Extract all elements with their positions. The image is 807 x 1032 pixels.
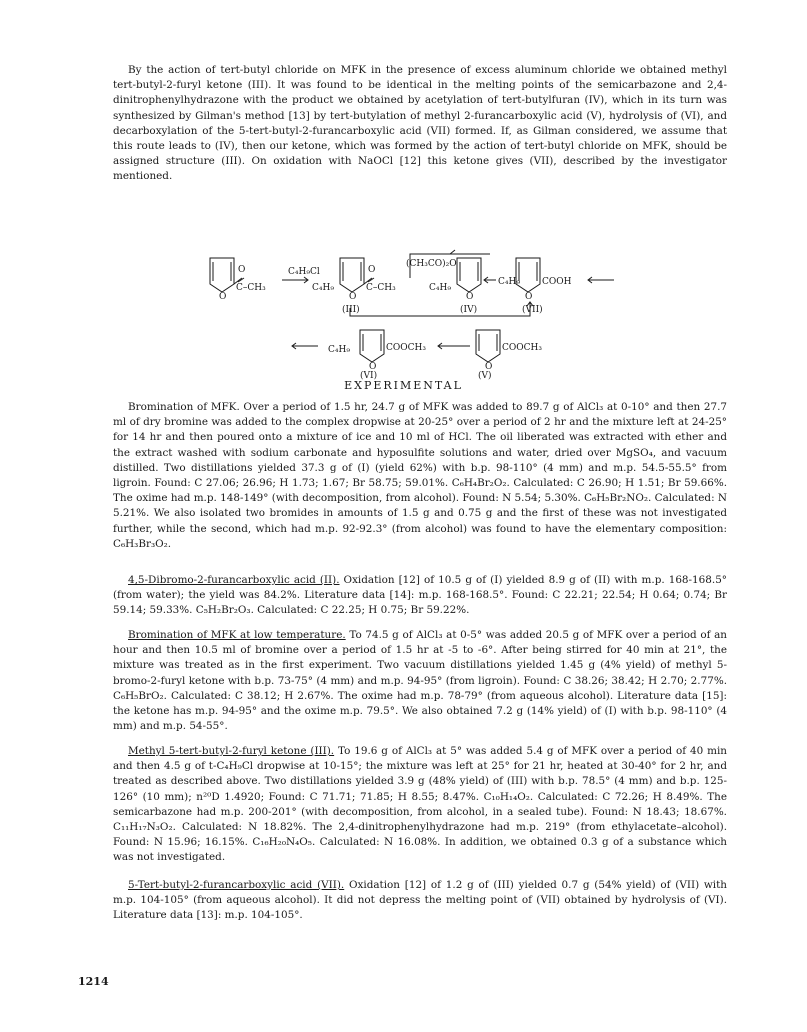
text-tbu-ketone: To 19.6 g of AlCl₃ at 5° was added 5.4 g of MFK over a period of 40 min and then 4.5 g of t-C₄H₉Cl dropwise at 10-15°; the mixture was left at 25° for 21 hr, heated at 30-40° for 2 hr, and treated as described above. Two distillations yielded 3.9 g (48% yield) of (III) with b.p. 78.5° (4 mm) and b.p. 125-126° (10 mm); n²⁰D 1.4920; Found: C 71.71; 71.85; H 8.55; 8.47%. C₁₀H₁₄O₂. Calculated: C 72.26; H 8.49%. The semicarbazone had m.p. 200-201° (with decomposition, from alcohol, in a sealed tube). Found: N 18.43; 18.67%. C₁₁H₁₇N₃O₂. Calculated: N 18.82%. The 2,4-dinitrophenylhydrazone had m.p. 219° (from ethylacetate–alcohol). Found: N 15.96; 16.15%. C₁₆H₂₀N₄O₅. Calculated: N 16.08%. In addition, we obtained 0.3 g of a substance which was not investigated. [113,745,727,864]
text-dibromo-acid: Oxidation [12] of 10.5 g of (I) yielded 8.9 g of (II) with m.p. 168-168.5° (from water); the yield was 84.2%. Literature data [14]: m.p. 168-168.5°. Found: C 22.21; 22.54; H 0.64; 0.74; Br 59.14; 59.33%. C₅H₂Br₂O₃. Calculated: C 22.25; H 0.75; Br 59.22%. [113,574,727,617]
text-tbu-acid: Oxidation [12] of 1.2 g of (III) yielded 0.7 g (54% yield) of (VII) with m.p. 104-105° (from aqueous alcohol). It did not depress the melting point of (VII) obtained by hydrolysis of (VI). Literature data [13]: m.p. 104-105°. [113,879,727,922]
title-low-temperature: Bromination of MFK at low temperature. [128,629,346,641]
page-number: 1214 [78,975,109,988]
ester-group-v: COOCH₃ [502,343,542,353]
tbu-group-vi: C₄H₉ [328,345,350,355]
intro-paragraph: By the action of tert-butyl chloride on MFK in the presence of excess aluminum chloride we obtained methyl tert-butyl-2-furyl ketone (III). It was found to be identical in the melting points of the semicarbazone and 2,4-dinitrophenylhydrazone with the product we obtained by acetylation of tert-butylfuran (IV), which in its turn was synthesized by Gilman's method [13] by tert-butylation of methyl 2-furancarboxylic acid (V), hydrolysis of (VI), and decarboxylation of the 5-tert-butyl-2-furancarboxylic acid (VII) formed. If, as Gilman considered, we assume that this route leads to (IV), then our ketone, which was formed by the action of tert-butyl chloride on MFK, should be assigned structure (III). On oxidation with NaOCl [12] this ketone gives (VII), described by the investigator mentioned. [113,64,727,183]
title-dibromo-acid: 4,5-Dibromo-2-furancarboxylic acid (II). [128,574,340,586]
ring-oxygen-6: O [485,362,493,372]
ester-group-vi: COOCH₃ [386,343,426,353]
label-vii: (VII) [522,305,543,315]
connector-line [350,302,530,316]
acetyl-group-2: C–CH₃ [366,283,396,293]
label-vi: (VI) [360,371,378,381]
label-iv: (IV) [460,305,478,315]
acetyl-group-1: C–CH₃ [236,283,266,293]
furan-ring-iv [457,258,481,292]
paragraph-dibromo-acid [113,573,727,619]
label-v: (V) [478,371,492,381]
carbonyl-oxygen-1: O [238,265,246,275]
reagent-tbucl: C₄H₉Cl [288,267,320,277]
ring-oxygen-4: O [525,292,533,302]
tbu-group-iii: C₄H₉ [312,283,334,293]
reagent-acetic-anhydride: (CH₃CO)₂O [406,259,457,269]
reaction-scheme [180,252,630,381]
paragraph-tbu-ketone [113,744,727,866]
ring-oxygen-2: O [349,292,357,302]
furan-ring-vi [360,330,384,362]
carbonyl-oxygen-2: O [368,265,376,275]
ring-oxygen-5: O [369,362,377,372]
label-iii: (III) [342,305,360,315]
title-tbu-acid: 5-Tert-butyl-2-furancarboxylic acid (VII). [128,879,345,891]
furan-ring-v [476,330,500,362]
text-low-temperature: To 74.5 g of AlCl₃ at 0-5° was added 20.5 g of MFK over a period of an hour and then 10.5 ml of bromine over a period of 1.5 hr at -5 to -6°. After being stirred for 40 min at 21°, the mixture was treated as in the first experiment. Two vacuum distillations yielded 1.45 g (4% yield) of methyl 5-bromo-2-furyl ketone with b.p. 73-75° (4 mm) and m.p. 94-95° (from ligroin). Found: C 38.26; 38.42; H 2.70; 2.77%. C₆H₅BrO₂. Calculated: C 38.12; H 2.67%. The oxime had m.p. 78-79° (from aqueous alcohol). Literature data [15]: the ketone has m.p. 94-95° and the oxime m.p. 79.5°. We also obtained 7.2 g (14% yield) of (I) with b.p. 98-110° (4 mm) and m.p. 54-55°. [113,629,727,733]
paragraph-bromination: Bromination of MFK. Over a period of 1.5 hr, 24.7 g of MFK was added to 89.7 g of AlCl₃ at 0-10° and then 27.7 ml of dry bromine was added to the complex dropwise at 20-25° over a period of 2 hr and the mixture left at 24-25° for 14 hr and then poured onto a mixture of ice and 10 ml of HCl. The oil liberated was extracted with ether and the extract washed with sodium carbonate and hyposulfite solutions and water, dried over MgSO₄, and vacuum distilled. Two distillations yielded 37.3 g of (I) (yield 62%) with b.p. 98-110° (4 mm) and m.p. 54.5-55.5° from ligroin. Found: C 27.06; 26.96; H 1.73; 1.67; Br 58.75; 59.01%. C₆H₄Br₂O₂. Calculated: C 26.90; H 1.51; Br 59.66%. The oxime had m.p. 148-149° (with decomposition, from alcohol). Found: N 5.54; 5.30%. C₆H₅Br₂NO₂. Calculated: N 5.21%. We also isolated two bromides in amounts of 1.5 g and 0.75 g and the first of these was not investigated further, while the second, which had m.p. 92-92.3° (from alcohol) was found to have the elementary composition: C₆H₃Br₃O₂. [113,401,727,550]
paragraph-tbu-acid [113,878,727,924]
tbu-group-vii: C₄H₉ [498,277,520,287]
paragraph-low-temperature [113,628,727,734]
tbu-group-iv: C₄H₉ [429,283,451,293]
section-heading-experimental: EXPERIMENTAL [344,379,463,392]
carboxyl-group-vii: COOH [542,277,572,287]
ring-oxygen-3: O [466,292,474,302]
ring-oxygen-1: O [219,292,227,302]
title-tbu-ketone: Methyl 5-tert-butyl-2-furyl ketone (III). [128,745,335,757]
